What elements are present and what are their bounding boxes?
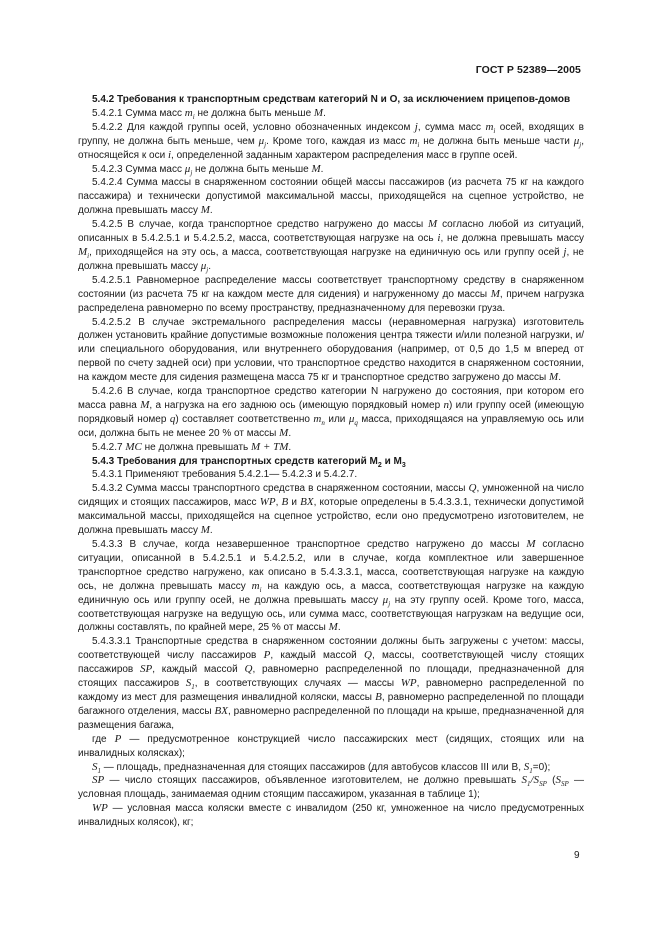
paragraph-5-4-3-3: 5.4.3.3 В случае, когда незавершенное транспортное средство нагружено до массы M согласно ситуации, описанной в 5.4.2.5.1 и 5.4.2.5.2, или в случае, когда комплектное или завершенное транспортное средство нагружено, как описано в 5.4.3.3.1, масса, соответствующая нагрузке на каждую ось, не должна превышать массу $m_i$ на каждую ось, а масса, соответствующая нагрузке на каждую единичную ось или группу осей, не должна превышать массу $\mu_j$ на эту группу осей. Кроме того, масса, соответствующая нагрузке на ведущую ось, или сумма масс, соответствующая нагрузкам на ведущие оси, должны составлять, по крайней мере, 25 % от массы M. [78,538,584,634]
paragraph-5-4-2-5-2: 5.4.2.5.2 В случае экстремального распределения массы (неравномерная нагрузка) изготовитель должен установить крайние допустимые возможные положения центра тяжести и/или полезной нагрузки, и/или специального оборудования, или внутреннего оборудования (например, от 0,5 до 1,5 м вперед от первой по счету задней оси) при условии, что транспортное средство находится в снаряженном состоянии, на каждом месте для сидения размещена масса 75 кг и транспортное средство загружено до массы M. [78,316,584,384]
paragraph-5-4-2-4: 5.4.2.4 Сумма массы в снаряженном состоянии общей массы пассажиров (из расчета 75 кг на каждого пассажира) и технически допустимой максимальной массы, приходящейся на сцепное устройство, не должна превышать массу M. [78,177,584,217]
definition-sp: SP — число стоящих пассажиров, объявленное изготовителем, не должно превышать $S_1/S_{SP}$ ($S_{SP}$ — условная площадь, занимаемая одним стоящим пассажиром, указанная в таблице 1); [78,774,585,801]
paragraph-5-4-2-3: 5.4.2.3 Сумма масс $\mu_j$ не должна быть меньше M. [92,162,324,177]
standard-code: ГОСТ Р 52389—2005 [475,64,581,76]
paragraph-5-4-2-2: 5.4.2.2 Для каждой группы осей, условно обозначенных индексом j, сумма масс $m_i$ осей, входящих в группу, не должна быть меньше, чем $\mu_j$. Кроме того, каждая из масс $m_i$ не должна быть меньше части $\mu_j$, относящейся к оси i, определенной заданным характером распределения масс в группе осей. [78,120,584,161]
paragraph-5-4-3-3-1: 5.4.3.3.1 Транспортные средства в снаряженном состоянии должны быть загружены с учетом: массы, соответствующей числу пассажиров P, каждый массой Q, массы, соответствующей числу стоящих пассажиров SP, каждый массой Q, равномерно распределенной по площади, предназначенной для стоящих пассажиров $S_1$, в соответствующих случаях — массы WP, равномерно распределенной по каждому из мест для размещения инвалидной коляски, массы B, равномерно распределенной по площади багажного отделения, массы BX, равномерно распределенной по площади на крыше, предназначенной для размещения багажа, [78,636,585,731]
paragraph-5-4-3-1: 5.4.3.1 Применяют требования 5.4.2.1— 5.4.2.3 и 5.4.2.7. [92,469,358,481]
paragraph-5-4-2-7: 5.4.2.7 MC не должна превышать M + TM. [92,440,292,453]
document-body [78,93,584,830]
definition-wp: WP — условная масса коляски вместе с инвалидом (250 кг, умноженное на число предусмотренных инвалидных колясок), кг; [78,802,584,829]
page-number: 9 [574,850,580,861]
paragraph-5-4-2-1: 5.4.2.1 Сумма масс $m_i$ не должна быть меньше M. [92,106,326,122]
definition-s1: $S_1$ — площадь, предназначенная для стоящих пассажиров (для автобусов классов III или B, $S_1=0$); [92,760,551,775]
section-heading-5-4-3: 5.4.3 Требования для транспортных средств категорий $M_2$ и $M_3$ [92,455,406,469]
paragraph-5-4-2-5: 5.4.2.5 В случае, когда транспортное средство нагружено до массы M согласно любой из ситуаций, описанных в 5.4.2.5.1 и 5.4.2.5.2, масса, соответствующая нагрузке на ось i, не должна превышать массу $M_i$, приходящейся на эту ось, а масса, соответствующая нагрузке на единичную ось или группу осей j, не должна превышать массу $\mu_j$. [78,218,585,275]
paragraph-5-4-2-6: 5.4.2.6 В случае, когда транспортное средство категории N нагружено до состояния, при котором его масса равна M, а нагрузка на его заднюю ось (имеющую порядковый номер n) или группу осей (имеющую порядковый номер q) составляет соответственно $m_n$ или $\mu_q$ масса, приходящаяся на управляемую ось или оси, должна быть не менее 20 % от массы M. [78,386,585,439]
paragraph-5-4-2-5-1: 5.4.2.5.1 Равномерное распределение массы соответствует транспортному средству в снаряженном состоянии (из расчета 75 кг на каждом месте для сидения) и нагруженному до массы M, причем нагрузка распределена равномерно по всему пространству, предназначенному для перевозки груза. [78,274,585,314]
section-heading-5-4-2: 5.4.2 Требования к транспортным средствам категорий N и O, за исключением прицепов-домов [92,94,571,105]
paragraph-5-4-3-2: 5.4.3.2 Сумма массы транспортного средства в снаряженном состоянии, массы Q, умноженной на число сидящих и стоящих пассажиров, масс WP, B и BX, которые определены в 5.4.3.3.1, технически допустимой максимальной массы, приходящейся на сцепное устройство, если оно предусмотрено изготовителем, не должна превышать массу M. [78,482,584,537]
definition-p: где P — предусмотренное конструкцией число пассажирских мест (сидящих, стоящих или на инвалидных колясках); [78,732,584,759]
